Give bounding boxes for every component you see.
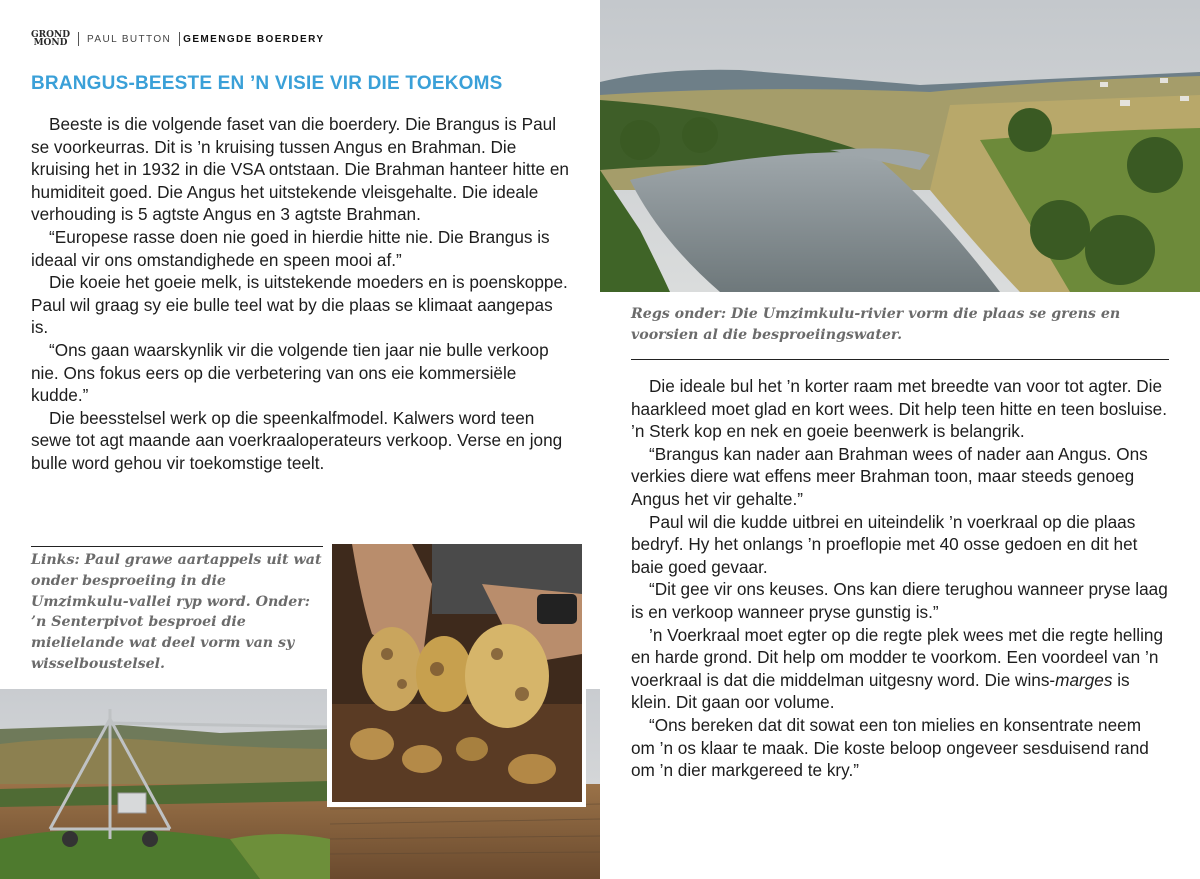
header-section: GEMENGDE BOERDERY: [183, 33, 325, 45]
paragraph: Paul wil die kudde uitbrei en uiteindelik ’n voerkraal op die plaas bedryf. Hy het onlangs ’n proeflopie met 40 osse gedoen en dit het baie goed gevaar.: [631, 511, 1138, 577]
paragraph: “Brangus kan nader aan Brahman wees of nader aan Angus. Ons verkies diere wat effens meer Brahman toon, maar steeds genoeg Angus het vir gehalte.”: [631, 443, 1148, 509]
left-column: [31, 113, 571, 475]
caption-rule: [631, 359, 1169, 360]
umzimkulu-river-photo: [600, 0, 1200, 292]
potato-harvest-photo: [327, 540, 586, 807]
right-column: [631, 375, 1169, 782]
paragraph: “Dit gee vir ons keuses. Ons kan diere terughou wanneer pryse laag is en verkoop wanneer pryse gunstig is.”: [631, 579, 1168, 622]
caption-right: Regs onder: Die Umzimkulu-rivier vorm die plaas se grens en voorsien al die besproeiingswater.: [631, 306, 1121, 343]
caption-left: Links: Paul grawe aartappels uit wat onder besproeiing in die Umzimkulu-vallei ryp word. Onder: ’n Senterpivot besproei die mielielande wat deel vorm van sy wisselboustelsel.: [31, 552, 322, 672]
paragraph: ’n Voerkraal moet egter op die regte plek wees met die regte helling en harde grond. Dit help om modder te voorkom. Een voordeel van ’n voerkraal is dat die middelman uitgesny word. Die wins-marges is klein. Dit gaan oor volume.: [631, 624, 1164, 713]
grond-mond-logo: GROND MOND: [31, 30, 71, 48]
paragraph: Beeste is die volgende faset van die boerdery. Die Brangus is Paul se voorkeurras. Dit is ’n kruising tussen Angus en Brahman. Die kruising het in 1932 in die VSA ontstaan. Die Brahman hanteer hitte en humiditeit goed. Die Angus het uitstekende vleisgehalte. Die ideale verhouding is 5 agtste Angus en 3 agtste Brahman.: [31, 114, 569, 225]
paragraph: “Ons bereken dat dit sowat een ton mielies en konsentrate neem om ’n os klaar te maak. Die koste beloop ongeveer sesduisend rand om ’n dier markgereed te kry.”: [631, 714, 1149, 781]
article-title: BRANGUS-BEESTE EN ’N VISIE VIR DIE TOEKOMS: [31, 73, 503, 94]
paragraph: Die koeie het goeie melk, is uitstekende moeders en is poenskoppe. Paul wil graag sy eie bulle teel wat by die plaas se klimaat aangepas is.: [31, 272, 568, 338]
paragraph: Die ideale bul het ’n korter raam met breedte van voor tot agter. Die haarkleed moet glad en kort wees. Dit help teen hitte en teen bosluise. ’n Sterk kop en nek en goeie beenwerk is belangrik.: [631, 376, 1168, 442]
header-divider: [78, 32, 79, 46]
paragraph: “Europese rasse doen nie goed in hierdie hitte nie. Die Brangus is ideaal vir ons omstandighede en speen mooi af.”: [31, 226, 550, 270]
header-left: [31, 31, 324, 47]
header-divider: [179, 32, 180, 46]
paragraph: Die beesstelsel werk op die speenkalfmodel. Kalwers word teen sewe tot agt maande aan voerkraaloperateurs verkoop. Verse en jong bulle word gehou vir toekomstige teelt.: [31, 407, 563, 473]
caption-rule: [31, 546, 323, 547]
paragraph: “Ons gaan waarskynlik vir die volgende tien jaar nie bulle verkoop nie. Ons fokus eers op die verbetering van ons eie kommersiële kudde.”: [31, 339, 549, 406]
header-author: PAUL BUTTON: [87, 33, 172, 45]
